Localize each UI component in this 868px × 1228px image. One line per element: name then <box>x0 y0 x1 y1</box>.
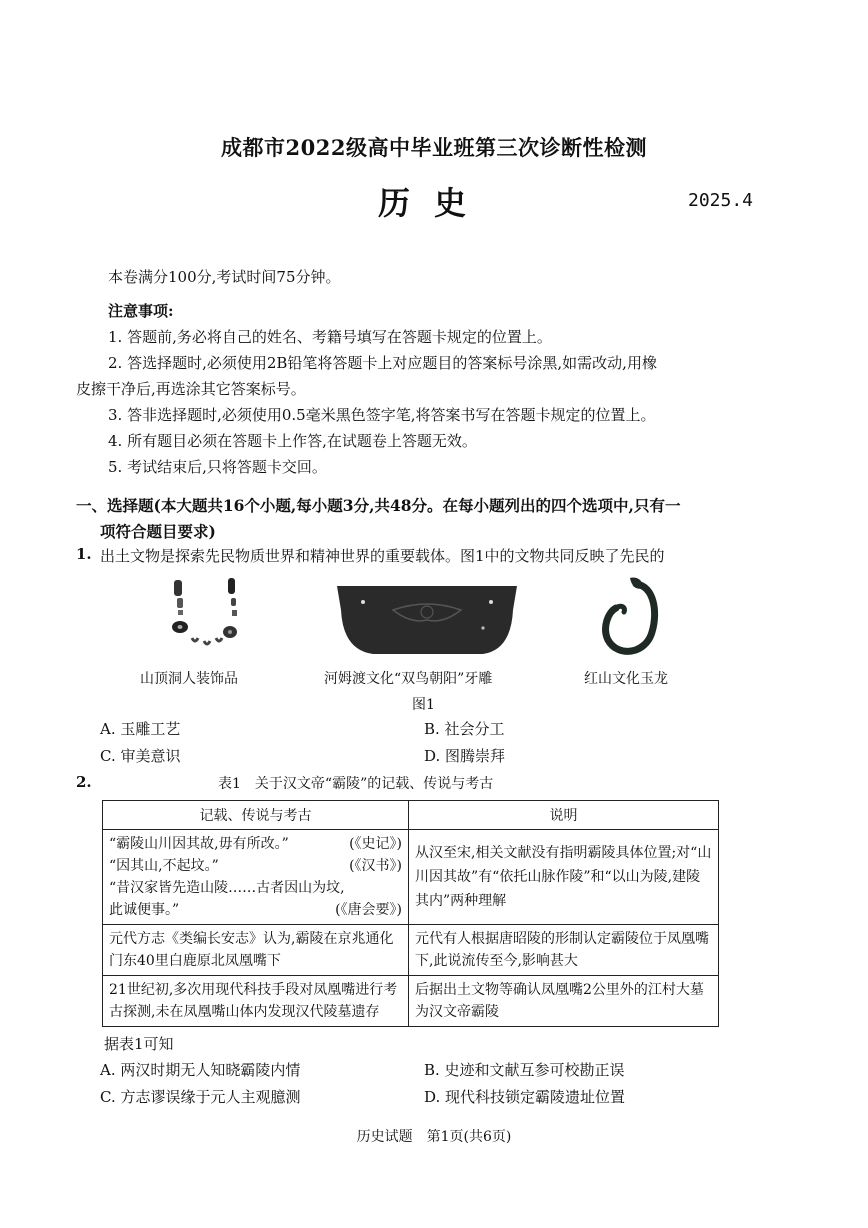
table-cell: 元代方志《类编长安志》认为,霸陵在京兆通化门东40里白鹿原北凤凰嘴下 <box>103 925 409 976</box>
table-cell: 从汉至宋,相关文献没有指明霸陵具体位置;对“山川因其故”有“依托山脉作陵”和“以山为陵,建陵其内”两种理解 <box>409 830 719 925</box>
question-number: 2. <box>76 773 92 791</box>
section-heading-cont: 项符合题目要求) <box>100 522 216 541</box>
figure-caption: 红山文化玉龙 <box>584 671 668 687</box>
option-c: C. 审美意识 <box>100 747 181 765</box>
table-header: 记载、传说与考古 <box>103 801 409 830</box>
history-table <box>102 800 719 1027</box>
exam-date: 2025.4 <box>688 190 754 211</box>
table-cell: 21世纪初,多次用现代科技手段对凤凰嘴进行考古探测,未在凤凰嘴山体内发现汉代陵墓遗存 <box>103 976 409 1027</box>
option-a: A. 玉雕工艺 <box>100 720 181 738</box>
note-item: 5. 考试结束后,只将答题卡交回。 <box>108 458 327 476</box>
note-item: 皮擦干净后,再选涂其它答案标号。 <box>76 380 306 398</box>
question-stem: 出土文物是探索先民物质世界和精神世界的重要载体。图1中的文物共同反映了先民的 <box>100 547 665 565</box>
quote-source: (《汉书》) <box>349 858 402 874</box>
option-b: B. 史迹和文献互参可校勘正误 <box>424 1061 625 1079</box>
table-header-row <box>103 801 719 830</box>
table-row <box>103 976 719 1027</box>
figure-label: 图1 <box>412 697 435 713</box>
intro-text: 本卷满分100分,考试时间75分钟。 <box>108 268 341 286</box>
page-footer: 历史试题 第1页(共6页) <box>356 1129 512 1145</box>
question-lead: 据表1可知 <box>104 1035 174 1053</box>
figure-caption: 河姆渡文化“双鸟朝阳”牙雕 <box>324 671 493 687</box>
question-number: 1. <box>76 545 92 563</box>
note-item: 2. 答选择题时,必须使用2B铅笔将答题卡上对应题目的答案标号涂黑,如需改动,用橡 <box>108 354 657 372</box>
table-cell: 后据出土文物等确认凤凰嘴2公里外的江村大墓为汉文帝霸陵 <box>409 976 719 1027</box>
quote-text: “因其山,不起坟。” <box>109 858 219 874</box>
option-d: D. 现代科技锁定霸陵遗址位置 <box>424 1088 626 1106</box>
note-item: 1. 答题前,务必将自己的姓名、考籍号填写在答题卡规定的位置上。 <box>108 328 552 346</box>
table-cell: 元代有人根据唐昭陵的形制认定霸陵位于凤凰嘴下,此说流传至今,影响甚大 <box>409 925 719 976</box>
table-cell <box>103 830 409 925</box>
section-heading: 一、选择题(本大题共16个小题,每小题3分,共48分。在每小题列出的四个选项中,只有一 <box>76 496 681 515</box>
table-header: 说明 <box>409 801 719 830</box>
quote-text: “昔汉家皆先造山陵……古者因山为坟, <box>109 880 345 896</box>
subject-title: 历史 <box>377 184 490 222</box>
table-title: 表1 关于汉文帝“霸陵”的记载、传说与考古 <box>218 776 494 792</box>
table-row <box>103 830 719 925</box>
quote-text: 此诚便事。” <box>109 902 180 918</box>
quote-source: (《唐会要》) <box>335 902 402 918</box>
figure-caption: 山顶洞人装饰品 <box>140 671 238 687</box>
option-b: B. 社会分工 <box>424 720 505 738</box>
notes-heading: 注意事项: <box>108 302 174 320</box>
exam-title: 成都市2022级高中毕业班第三次诊断性检测 <box>221 135 647 160</box>
option-d: D. 图腾崇拜 <box>424 747 506 765</box>
quote-source: (《史记》) <box>349 836 402 852</box>
option-a: A. 两汉时期无人知晓霸陵内情 <box>100 1061 301 1079</box>
beads-ornament-image <box>158 572 248 652</box>
ivory-carving-image <box>333 580 521 658</box>
quote-text: “霸陵山川因其故,毋有所改。” <box>109 836 289 852</box>
table-row <box>103 925 719 976</box>
jade-dragon-image <box>596 572 668 662</box>
option-c: C. 方志谬误缘于元人主观臆测 <box>100 1088 301 1106</box>
note-item: 4. 所有题目必须在答题卡上作答,在试题卷上答题无效。 <box>108 432 477 450</box>
note-item: 3. 答非选择题时,必须使用0.5毫米黑色签字笔,将答案书写在答题卡规定的位置上。 <box>108 406 656 424</box>
